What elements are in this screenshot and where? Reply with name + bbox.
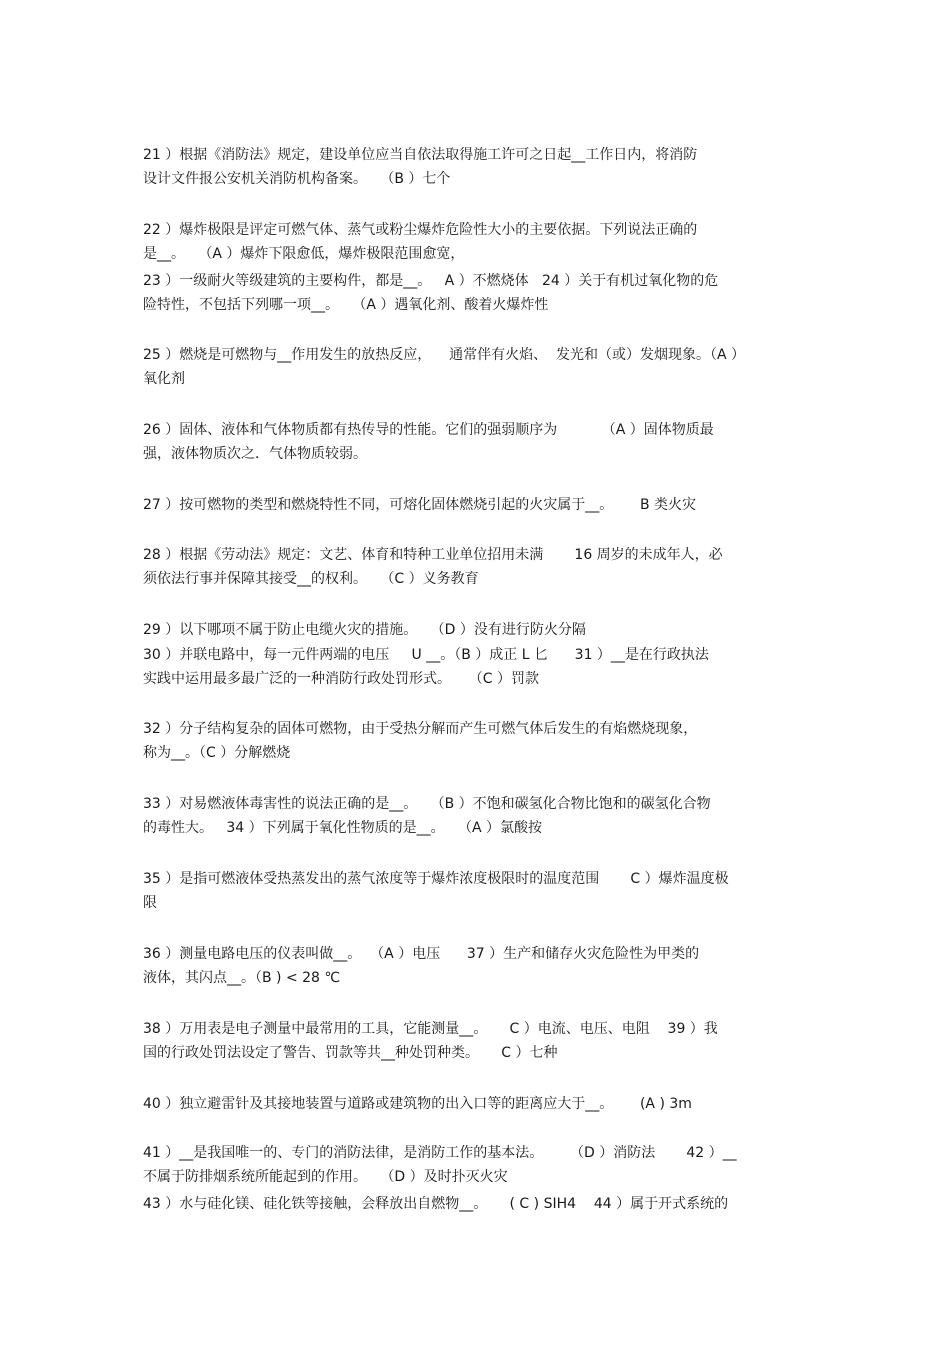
text-line: 28 ）根据《劳动法》规定：文艺、体育和特种工业单位招用未满 16 周岁的未成年人，必 — [143, 547, 723, 563]
text-line: 险特性，不包括下列哪一项__。 （A ）遇氧化剂、酸着火爆炸性 — [143, 297, 549, 313]
text-line: 国的行政处罚法设定了警告、罚款等共__种处罚种类。 C ）七种 — [143, 1045, 558, 1061]
text-line: 35 ）是指可燃液体受热蒸发出的蒸气浓度等于爆炸浓度极限时的温度范围 C ）爆炸温度极 — [143, 871, 729, 887]
text-line: 氧化剂 — [143, 371, 185, 387]
text-line: 液体，其闪点__。（B ) < 28 ℃ — [143, 970, 341, 986]
text-line: 40 ）独立避雷针及其接地装置与道路或建筑物的出入口等的距离应大于__。 (A ) 3m — [143, 1096, 692, 1112]
text-line: 须依法行事并保障其接受__的权利。 （C ）义务教育 — [143, 571, 479, 587]
text-line: 设计文件报公安机关消防机构备案。 （B ）七个 — [143, 171, 451, 187]
text-line: 38 ）万用表是电子测量中最常用的工具，它能测量__。 C ）电流、电压、电阻 39 ）我 — [143, 1021, 718, 1037]
text-line: 33 ）对易燃液体毒害性的说法正确的是__。 （B ）不饱和碳氢化合物比饱和的碳氢化合物 — [143, 796, 711, 812]
text-line: 32 ）分子结构复杂的固体可燃物，由于受热分解而产生可燃气体后发生的有焰燃烧现象， — [143, 721, 698, 737]
text-line: 实践中运用最多最广泛的一种消防行政处罚形式。 （C ）罚款 — [143, 671, 540, 687]
text-line: 21 ）根据《消防法》规定，建设单位应当自依法取得施工许可之日起__工作日内，将消防 — [143, 147, 698, 163]
text-line: 是__。 （A ）爆炸下限愈低，爆炸极限范围愈宽， — [143, 246, 465, 262]
text-line: 43 ）水与硅化镁、硅化铁等接触，会释放出自燃物__。 ( C ) SIH4 44 ）属于开式系统的 — [143, 1196, 729, 1212]
text-line: 22 ）爆炸极限是评定可燃气体、蒸气或粉尘爆炸危险性大小的主要依据。下列说法正确的 — [143, 222, 698, 238]
text-line: 26 ）固体、液体和气体物质都有热传导的性能。它们的强弱顺序为 （A ）固体物质最 — [143, 422, 714, 438]
text-line: 25 ）燃烧是可燃物与__作用发生的放热反应， 通常伴有火焰、 发光和（或）发烟现象。（A ） — [143, 347, 745, 363]
text-line: 限 — [143, 895, 157, 911]
text-line: 30 ）并联电路中，每一元件两端的电压 U __。（B ）成正 L 匕 31 ）__是在行政执法 — [143, 647, 709, 663]
text-line: 27 ）按可燃物的类型和燃烧特性不同，可熔化固体燃烧引起的火灾属于__。 B 类火灾 — [143, 497, 697, 513]
text-line: 的毒性大。 34 ）下列属于氧化性物质的是__。 （A ）氯酸按 — [143, 820, 542, 836]
text-line: 称为__。（C ）分解燃烧 — [143, 745, 291, 761]
text-line: 41 ）__是我国唯一的、专门的消防法律，是消防工作的基本法。 （D ）消防法 42 ）__ — [143, 1145, 737, 1161]
text-line: 不属于防排烟系统所能起到的作用。 （D ）及时扑灭火灾 — [143, 1169, 508, 1185]
text-line: 29 ）以下哪项不属于防止电缆火灾的措施。 （D ）没有进行防火分隔 — [143, 622, 586, 638]
text-line: 23 ）一级耐火等级建筑的主要构件，都是__。 A ）不燃烧体 24 ）关于有机过氧化物的危 — [143, 273, 719, 289]
text-line: 36 ）测量电路电压的仪表叫做__。 （A ）电压 37 ）生产和储存火灾危险性为甲类的 — [143, 946, 700, 962]
text-line: 强，液体物质次之．气体物质较弱。 — [143, 446, 367, 462]
